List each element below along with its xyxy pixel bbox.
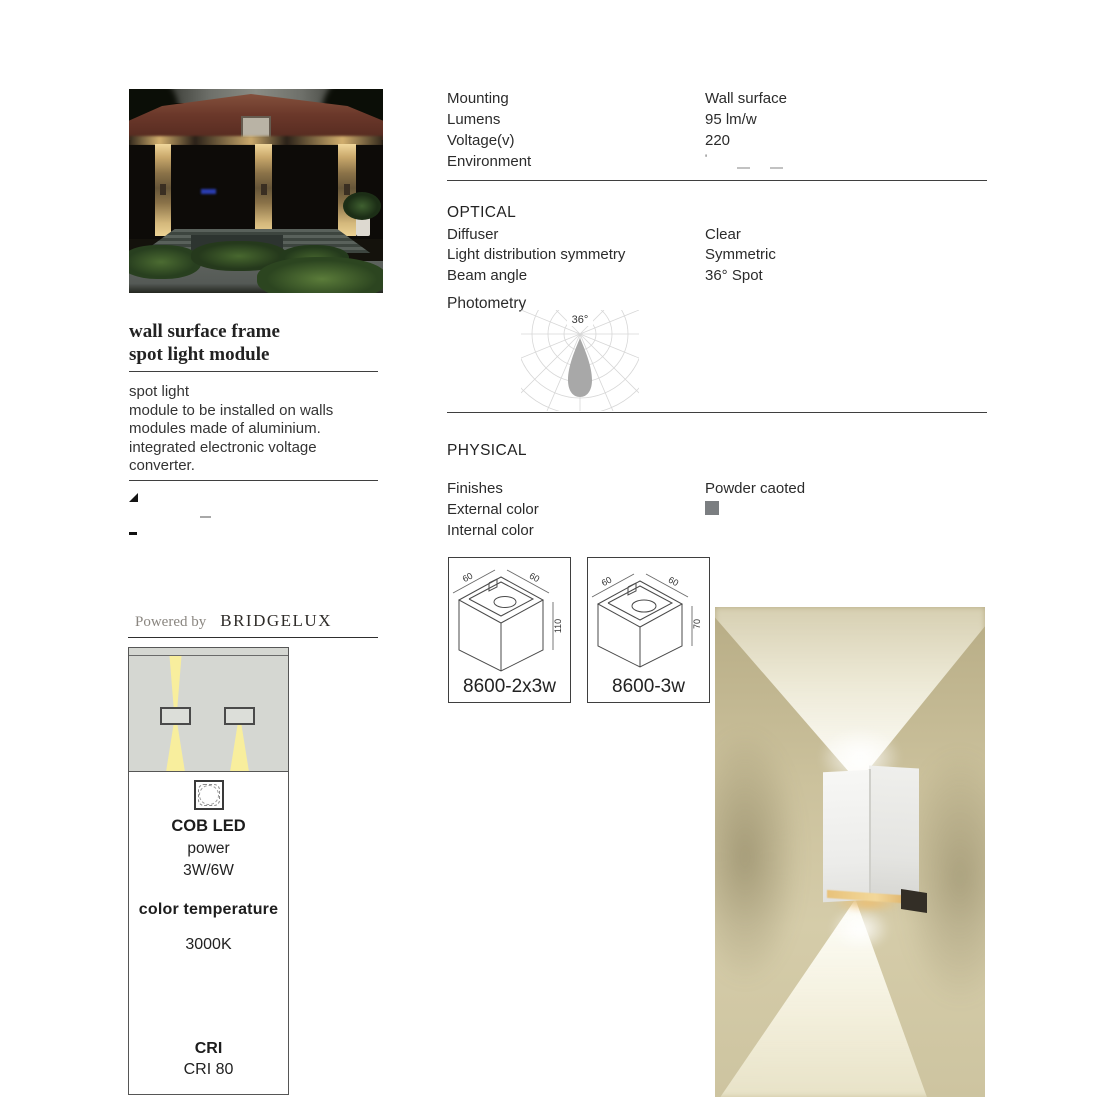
divider (129, 480, 378, 481)
mounting-bracket (901, 889, 927, 913)
photo-bush-1 (129, 245, 201, 279)
text-fragment-wedge (129, 493, 138, 502)
photo-sconce-right (344, 184, 350, 195)
faint-mark (737, 167, 750, 169)
divider (447, 412, 987, 413)
description-line: converter. (129, 457, 195, 474)
model-drawing-8600-2x3w (448, 557, 571, 703)
photometry-label: Photometry (447, 295, 527, 312)
model-name: 8600-2x3w (463, 676, 556, 697)
dim-top-left: 60 (460, 570, 475, 585)
divider (447, 180, 987, 181)
spec-value-diffuser: Clear (705, 226, 741, 243)
spec-label-external-color: External color (447, 501, 539, 518)
module-beam-diagram (128, 647, 289, 773)
spec-label-environment: Environment (447, 153, 532, 170)
model-drawing-8600-3w (587, 557, 710, 703)
color-temperature-label: color temperature (138, 901, 279, 918)
photo-sconce-center (261, 184, 267, 195)
description-line: spot light (129, 383, 190, 400)
photometry-polar-chart (521, 310, 639, 411)
dim-top-right: 60 (666, 574, 681, 589)
fixture-body-left-panel (823, 770, 871, 903)
spec-label-beam-angle: Beam angle (447, 267, 528, 284)
spec-label-voltage: Voltage(v) (447, 132, 515, 149)
down-beam-right (230, 722, 249, 772)
text-fragment-dash (200, 516, 211, 518)
product-title-line1: wall surface frame (129, 321, 280, 342)
dim-height: 110 (553, 618, 563, 634)
spec-label-diffuser: Diffuser (447, 226, 499, 243)
product-photo (715, 607, 985, 1097)
cob-led-label: COB LED (171, 817, 246, 835)
spec-value-finishes: Powder caoted (705, 480, 806, 497)
led-spec-panel (128, 771, 289, 1095)
product-description (129, 383, 333, 476)
module-lens-right (224, 707, 255, 725)
divider (128, 637, 378, 638)
fixture-fold-line (869, 769, 871, 897)
cob-led-icon (194, 780, 224, 810)
product-title-line2: spot light module (129, 344, 270, 365)
description-line: modules made of aluminium. (129, 420, 321, 437)
spec-value-voltage: 220 (705, 132, 731, 149)
power-label: power (187, 840, 230, 857)
spec-label-internal-color: Internal color (447, 522, 534, 539)
spec-label-light-distribution: Light distribution symmetry (447, 246, 626, 263)
spec-label-finishes: Finishes (447, 480, 503, 497)
faint-mark (770, 167, 783, 169)
spec-value-light-distribution: Symmetric (705, 246, 776, 263)
cri-value: CRI 80 (183, 1061, 234, 1078)
spec-value-beam-angle: 36° Spot (705, 267, 763, 284)
isometric-drawing (588, 558, 706, 676)
text-fragment-dash (129, 532, 137, 535)
product-title (129, 320, 280, 366)
dim-height: 70 (692, 618, 702, 630)
down-beam-left (166, 722, 185, 772)
photo-sconce-left (160, 184, 166, 195)
powered-by-label: Powered by (135, 614, 207, 630)
power-value: 3W/6W (183, 862, 234, 879)
divider (129, 371, 378, 372)
spec-value-mounting: Wall surface (705, 90, 787, 107)
photo-bush-foreground (257, 257, 383, 293)
dim-top-right: 60 (527, 570, 542, 585)
fixture-body-right-panel (869, 765, 919, 896)
beam-angle-label: 36° (571, 314, 589, 326)
installation-photo (129, 89, 383, 293)
spec-label-mounting: Mounting (447, 90, 509, 107)
photo-plant-leaves (343, 192, 381, 220)
beam-distribution-shape (568, 338, 592, 397)
physical-heading: PHYSICAL (447, 442, 527, 459)
optical-heading: OPTICAL (447, 204, 517, 221)
cob-led-icon-circle (199, 785, 219, 805)
cri-label: CRI (194, 1040, 223, 1057)
description-line: module to be installed on walls (129, 401, 334, 419)
isometric-drawing (449, 558, 567, 676)
module-lens-left (160, 707, 191, 725)
module-top-strip (129, 655, 288, 656)
bridgelux-brand: BRIDGELUX (220, 611, 332, 630)
description-line: integrated electronic voltage (129, 438, 317, 456)
photo-tv-glow (201, 189, 216, 194)
dim-top-left: 60 (599, 574, 614, 589)
color-temperature-value: 3000K (185, 936, 232, 953)
wall-shade-left (715, 697, 815, 1017)
spec-label-lumens: Lumens (447, 111, 501, 128)
powered-by-line (135, 611, 332, 631)
up-beam-left (168, 656, 183, 708)
model-name: 8600-3w (612, 676, 685, 697)
spec-value-environment: ' (705, 153, 708, 165)
spec-value-lumens: 95 lm/w (705, 111, 757, 128)
external-color-swatch (705, 501, 719, 515)
